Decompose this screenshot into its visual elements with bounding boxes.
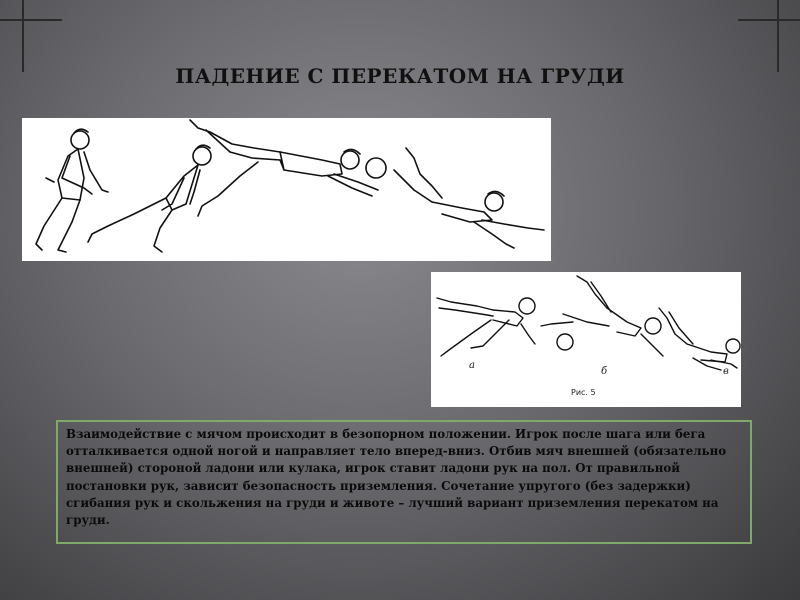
corner-line-top-right-h (738, 19, 800, 21)
volleyball-dive-sequence-figure (22, 118, 551, 261)
corner-line-top-left-v (22, 0, 24, 72)
slide-title: ПАДЕНИЕ С ПЕРЕКАТОМ НА ГРУДИ (175, 64, 625, 88)
figure-label-v: в (723, 366, 729, 377)
figure-caption: Рис. 5 (571, 388, 596, 397)
description-textbox (56, 420, 752, 544)
corner-line-top-right-v (777, 0, 779, 72)
illustration-sequence-top (22, 118, 551, 261)
corner-line-top-left-h (0, 19, 62, 21)
figure-label-b: б (601, 366, 608, 377)
figure-label-a: а (469, 360, 475, 371)
illustration-sequence-bottom (431, 272, 741, 407)
volleyball-roll-figure (431, 272, 741, 407)
description-text: Взаимодействие с мячом происходит в безопорном положении. Игрок после шага или бега отталкивается одной ногой и направляет тело вперед-вниз. Отбив мяч внешней (обязательно внешней) стороной ладони или кулака, игрок ставит ладони рук на пол. От правильной постановки рук, зависит безопасность приземления. Сочетание упругого (без задержки) сгибания рук и скольжения на груди и животе – лучший вариант приземления перекатом на груди. (66, 427, 727, 528)
